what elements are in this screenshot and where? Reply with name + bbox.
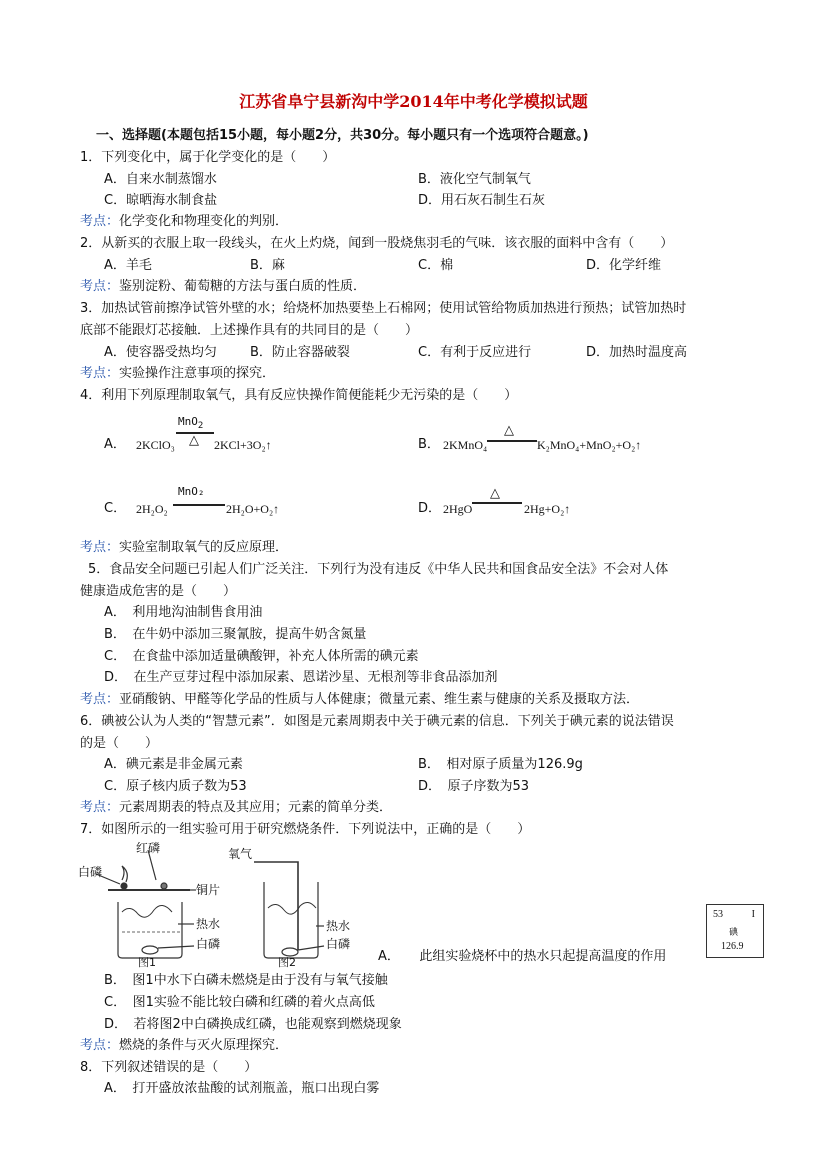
beaker-1-outline (118, 902, 182, 958)
q6-option-c: C．原子核内质子数为53 (104, 779, 247, 794)
q8-option-a: A． 打开盛放浓盐酸的试剂瓶盖，瓶口出现白雾 (104, 1081, 380, 1096)
q1-kaodian-text: 化学变化和物理变化的判别． (119, 214, 289, 229)
q5-option-c: C． 在食盐中添加适量碘酸钾，补充人体所需的碘元素 (104, 649, 419, 664)
fig-label-white-p3: 白磷 (326, 937, 351, 951)
beaker-2-outline (264, 882, 318, 958)
q7-option-a: A． 此组实验烧杯中的热水只起提高温度的作用 (378, 949, 667, 964)
q5-option-a: A． 利用地沟油制售食用油 (104, 605, 263, 620)
fig-label-oxygen: 氧气 (228, 847, 253, 861)
heat-triangle-icon: △ (504, 423, 514, 438)
white-phosphorus-dot (121, 883, 127, 889)
kaodian-label: 考点： (80, 800, 120, 815)
white-p3-leader (298, 946, 324, 950)
fig-label-fig1: 图1 (138, 956, 156, 969)
q4-b-reactant: 2KMnO₄ (443, 438, 488, 452)
combustion-experiment-figure (78, 841, 378, 969)
q3-option-d: D．加热时温度高 (586, 345, 688, 360)
q3-stem-line2: 底部不能跟灯芯接触．上述操作具有的共同目的是（ ） (80, 323, 419, 338)
q3-stem-line1: 3．加热试管前擦净试管外壁的水；给烧杯加热要垫上石棉网；使用试管给物质加热进行预热；试管加热时 (80, 301, 687, 316)
q5-option-d: D． 在生产豆芽过程中添加尿素、恩诺沙星、无根剂等非食品添加剂 (104, 670, 498, 685)
q1-kaodian (80, 213, 288, 231)
heat-triangle-icon: △ (189, 433, 199, 448)
kaodian-label: 考点： (80, 1038, 120, 1053)
q1-option-c: C．晾晒海水制食盐 (104, 193, 218, 208)
iodine-mass: 126.9 (721, 941, 744, 952)
q4-c-reactant: 2H₂O₂ (136, 502, 168, 516)
q4-c-product: 2H₂O+O₂↑ (226, 502, 280, 516)
q5-option-b: B． 在牛奶中添加三聚氰胺，提高牛奶含氮量 (104, 627, 367, 642)
q6-option-a: A．碘元素是非金属元素 (104, 757, 243, 772)
q4-c-arrow-bar (173, 504, 225, 506)
q4-d-product: 2Hg+O₂↑ (524, 502, 571, 516)
q2-option-d: D．化学纤维 (586, 258, 662, 273)
figure-1 (96, 850, 196, 958)
q5-stem-line2: 健康造成危害的是（ ） (80, 584, 237, 599)
iodine-element-card (706, 904, 764, 958)
white-phosphorus-under-water (142, 946, 158, 954)
page-title: 江苏省阜宁县新沟中学2014年中考化学模拟试题 (239, 92, 588, 111)
q1-stem: 1．下列变化中，属于化学变化的是（ ） (80, 150, 336, 165)
fig-label-hot-water2: 热水 (326, 919, 351, 933)
q4-d-reactant: 2HgO (443, 502, 473, 516)
q2-option-c: C．棉 (418, 258, 454, 273)
q5-kaodian (80, 691, 639, 709)
kaodian-label: 考点： (80, 214, 120, 229)
q4-kaodian-text: 实验室制取氧气的反应原理． (119, 540, 289, 555)
figure-2 (254, 862, 324, 958)
fig-label-red-p: 红磷 (136, 841, 161, 855)
q6-option-b: B． 相对原子质量为126.9g (418, 757, 583, 772)
white-p-leader (158, 946, 194, 948)
q6-kaodian (80, 799, 392, 817)
q4-option-c-label: C． (104, 501, 127, 516)
q2-option-a: A．羊毛 (104, 258, 152, 273)
iodine-symbol: I (751, 909, 755, 920)
iodine-atomic-number: 53 (713, 909, 723, 920)
q4-option-b-label: B． (418, 437, 440, 452)
fig-label-white-p: 白磷 (78, 865, 103, 879)
q7-stem: 7．如图所示的一组实验可用于研究燃烧条件．下列说法中，正确的是（ ） (80, 822, 531, 837)
q4-c-catalyst: MnO₂ (178, 485, 205, 498)
kaodian-label: 考点： (80, 279, 120, 294)
q7-option-c: C． 图1实验不能比较白磷和红磷的着火点高低 (104, 995, 375, 1010)
section-heading: 一、选择题(本题包括15小题，每小题2分，共30分。每小题只有一个选项符合题意。) (96, 128, 589, 143)
q2-kaodian (80, 278, 366, 296)
q4-option-a-label: A． (104, 437, 126, 452)
fig-label-fig2: 图2 (278, 956, 296, 969)
q4-a-product: 2KCl+3O₂↑ (214, 438, 272, 452)
heat-triangle-icon: △ (490, 486, 500, 501)
q1-option-b: B．液化空气制氧气 (418, 172, 531, 187)
q3-option-b: B．防止容器破裂 (250, 345, 350, 360)
oxygen-tube (254, 862, 298, 950)
kaodian-label: 考点： (80, 366, 120, 381)
kaodian-label: 考点： (80, 692, 120, 707)
q4-a-catalyst: MnO$_2$ (178, 415, 204, 432)
fig-label-white-p2: 白磷 (196, 937, 221, 951)
iodine-name: 碘 (729, 927, 739, 937)
q2-option-b: B．麻 (250, 258, 285, 273)
q3-kaodian (80, 365, 275, 383)
q1-option-a: A．自来水制蒸馏水 (104, 172, 217, 187)
q4-b-arrow-bar (487, 440, 537, 442)
q4-stem: 4．利用下列原理制取氧气，具有反应快操作简便能耗少无污染的是（ ） (80, 388, 518, 403)
q4-d-arrow-bar (472, 502, 522, 504)
q5-kaodian-text: 亚硝酸钠、甲醛等化学品的性质与人体健康；微量元素、维生素与健康的关系及摄取方法． (119, 692, 640, 707)
q5-stem-line1: 5．食品安全问题已引起人们广泛关注．下列行为没有违反《中华人民共和国食品安全法》不会对人体 (88, 562, 669, 577)
q2-kaodian-text: 鉴别淀粉、葡萄糖的方法与蛋白质的性质． (119, 279, 367, 294)
q4-kaodian (80, 539, 288, 557)
water-wave-2 (268, 902, 316, 914)
q3-kaodian-text: 实验操作注意事项的探究． (119, 366, 276, 381)
q7-option-b: B． 图1中水下白磷未燃烧是由于没有与氧气接触 (104, 973, 388, 988)
q8-stem: 8．下列叙述错误的是（ ） (80, 1060, 258, 1075)
q4-b-product: K₂MnO₄+MnO₂+O₂↑ (537, 438, 642, 452)
fig-label-copper: 铜片 (196, 883, 221, 897)
q2-stem: 2．从新买的衣服上取一段线头，在火上灼烧，闻到一股烧焦羽毛的气味．该衣服的面料中含有（ ） (80, 236, 674, 251)
q7-option-d: D． 若将图2中白磷换成红磷，也能观察到燃烧现象 (104, 1017, 402, 1032)
fig-label-hot-water: 热水 (196, 917, 221, 931)
kaodian-label: 考点： (80, 540, 120, 555)
q3-option-a: A．使容器受热均匀 (104, 345, 217, 360)
q7-kaodian (80, 1037, 288, 1055)
water-wave-1 (122, 905, 172, 917)
q4-a-reactant: 2KClO₃ (136, 438, 175, 452)
q4-option-d-label: D． (418, 501, 442, 516)
q7-kaodian-text: 燃烧的条件与灭火原理探究． (119, 1038, 289, 1053)
q6-option-d: D． 原子序数为53 (418, 779, 530, 794)
q1-option-d: D．用石灰石制生石灰 (418, 193, 546, 208)
q6-stem-line2: 的是（ ） (80, 736, 159, 751)
white-phosphorus-fig2 (282, 948, 298, 956)
q6-stem-line1: 6．碘被公认为人类的“智慧元素”．如图是元素周期表中关于碘元素的信息．下列关于碘元素的说法错误 (80, 714, 674, 729)
q6-kaodian-text: 元素周期表的特点及其应用；元素的简单分类． (119, 800, 393, 815)
q3-option-c: C．有利于反应进行 (418, 345, 532, 360)
flame-icon (122, 866, 127, 882)
red-phosphorus-dot (161, 883, 167, 889)
